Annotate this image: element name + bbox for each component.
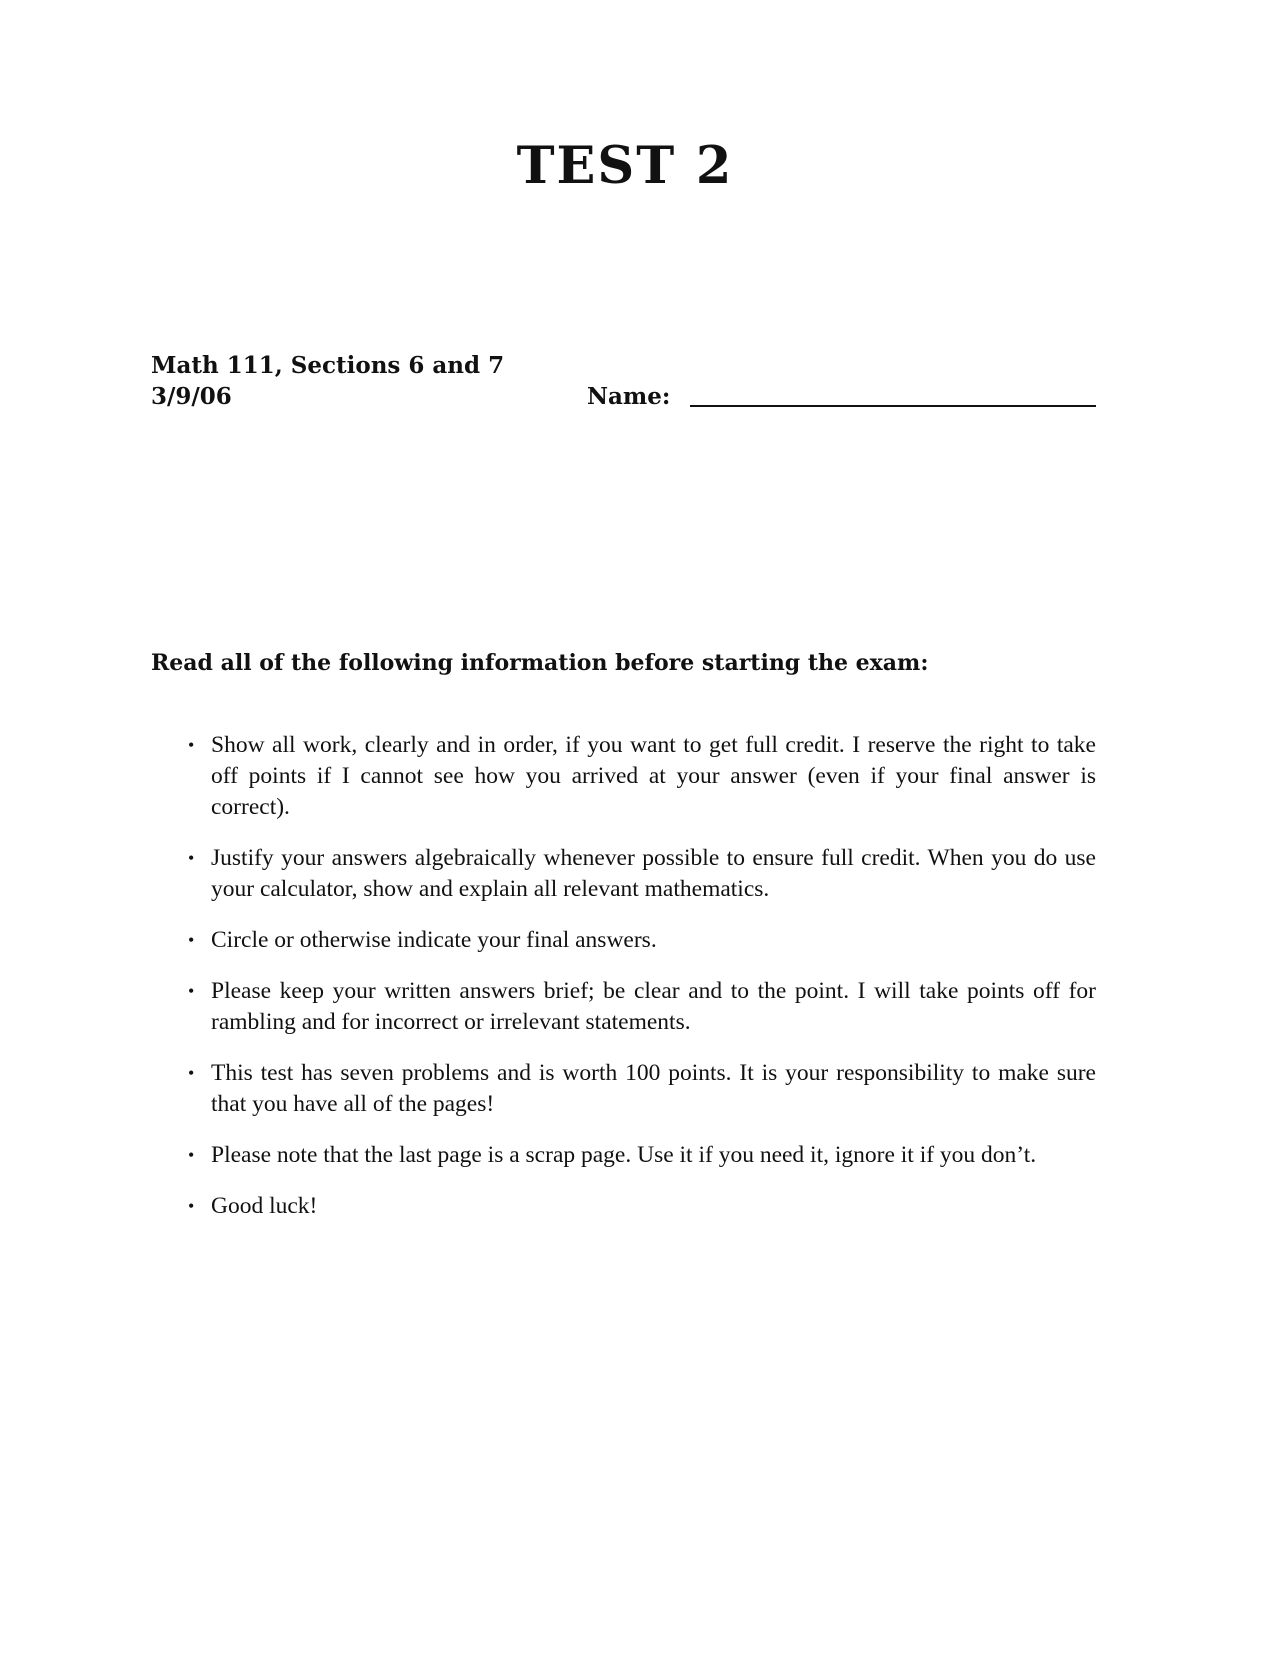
bullet-icon: • bbox=[188, 848, 195, 868]
instruction-text: Good luck! bbox=[211, 1193, 318, 1219]
instruction-text: Circle or otherwise indicate your final answers. bbox=[211, 927, 657, 953]
instructions-list bbox=[178, 730, 1096, 1242]
page-title: TEST 2 bbox=[516, 136, 734, 196]
instruction-text: Show all work, clearly and in order, if you want to get full credit. I reserve the right to take off points if I cannot see how you arrived at your answer (even if your final answer is correct). bbox=[211, 732, 1096, 820]
bullet-icon: • bbox=[188, 981, 195, 1001]
bullet-icon: • bbox=[188, 1063, 195, 1083]
bullet-icon: • bbox=[188, 1145, 195, 1165]
instruction-text: Please keep your written answers brief; be clear and to the point. I will take points off for rambling and for incorrect or irrelevant statements. bbox=[211, 978, 1096, 1035]
instructions-heading: Read all of the following information before starting the exam: bbox=[151, 650, 929, 676]
instruction-item bbox=[178, 843, 1096, 905]
instruction-item bbox=[178, 1140, 1096, 1171]
instruction-text: This test has seven problems and is worth 100 points. It is your responsibility to make sure that you have all of the pages! bbox=[211, 1060, 1096, 1117]
instruction-text: Justify your answers algebraically whenever possible to ensure full credit. When you do use your calculator, show and explain all relevant mathematics. bbox=[211, 845, 1096, 902]
name-label: Name: bbox=[587, 383, 671, 410]
instruction-item bbox=[178, 1191, 1096, 1222]
course-info: Math 111, Sections 6 and 7 bbox=[151, 352, 505, 379]
bullet-icon: • bbox=[188, 735, 195, 755]
bullet-icon: • bbox=[188, 930, 195, 950]
instruction-item bbox=[178, 730, 1096, 823]
instruction-item bbox=[178, 1058, 1096, 1120]
exam-date: 3/9/06 bbox=[151, 383, 232, 410]
bullet-icon: • bbox=[188, 1196, 195, 1216]
instruction-item bbox=[178, 976, 1096, 1038]
instruction-text: Please note that the last page is a scrap page. Use it if you need it, ignore it if you don’t. bbox=[211, 1142, 1037, 1168]
name-field-line[interactable] bbox=[690, 405, 1096, 407]
instruction-item bbox=[178, 925, 1096, 956]
